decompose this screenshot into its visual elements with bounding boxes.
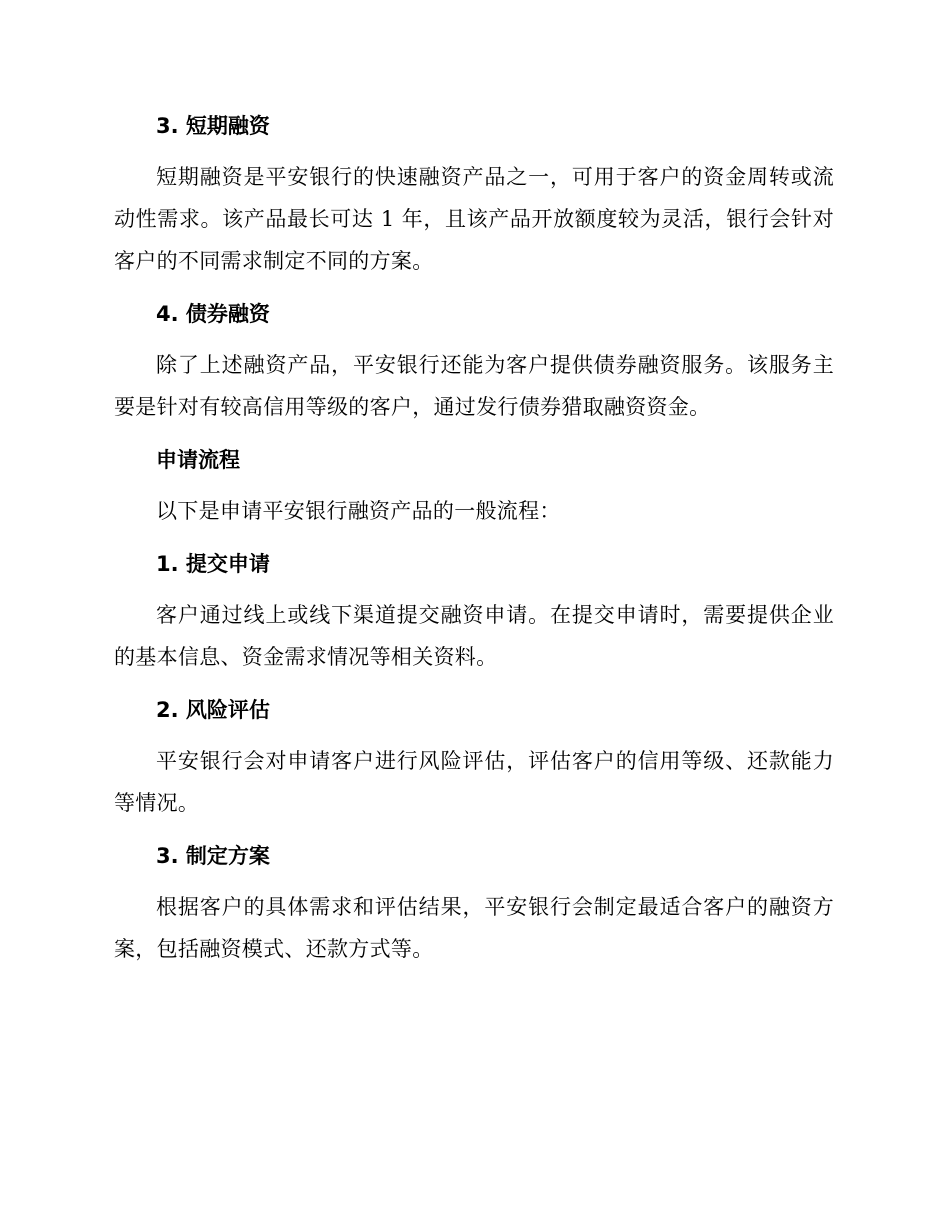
section-paragraph-bond-financing: 除了上述融资产品，平安银行还能为客户提供债券融资服务。该服务主要是针对有较高信用等级的客户，通过发行债券猎取融资资金。: [114, 353, 834, 419]
section-paragraph-formulate-plan: 根据客户的具体需求和评估结果，平安银行会制定最适合客户的融资方案，包括融资模式、还款方式等。: [114, 895, 834, 961]
section-heading-application-process: 申请流程: [156, 448, 240, 472]
section-paragraph-short-term-financing: 短期融资是平安银行的快速融资产品之一，可用于客户的资金周转或流动性需求。该产品最长可达 1 年，且该产品开放额度较为灵活，银行会针对客户的不同需求制定不同的方案。: [114, 165, 834, 273]
section-heading-formulate-plan: 3. 制定方案: [156, 844, 270, 868]
section-paragraph-risk-assessment: 平安银行会对申请客户进行风险评估，评估客户的信用等级、还款能力等情况。: [114, 749, 834, 815]
section-paragraph-submit-application: 客户通过线上或线下渠道提交融资申请。在提交申请时，需要提供企业的基本信息、资金需求情况等相关资料。: [114, 603, 834, 669]
section-heading-short-term-financing: 3. 短期融资: [156, 114, 270, 138]
section-paragraph-application-process: 以下是申请平安银行融资产品的一般流程：: [156, 499, 561, 523]
section-heading-risk-assessment: 2. 风险评估: [156, 698, 270, 722]
document-body: [114, 108, 834, 970]
section-heading-bond-financing: 4. 债券融资: [156, 302, 270, 326]
section-heading-submit-application: 1. 提交申请: [156, 552, 270, 576]
